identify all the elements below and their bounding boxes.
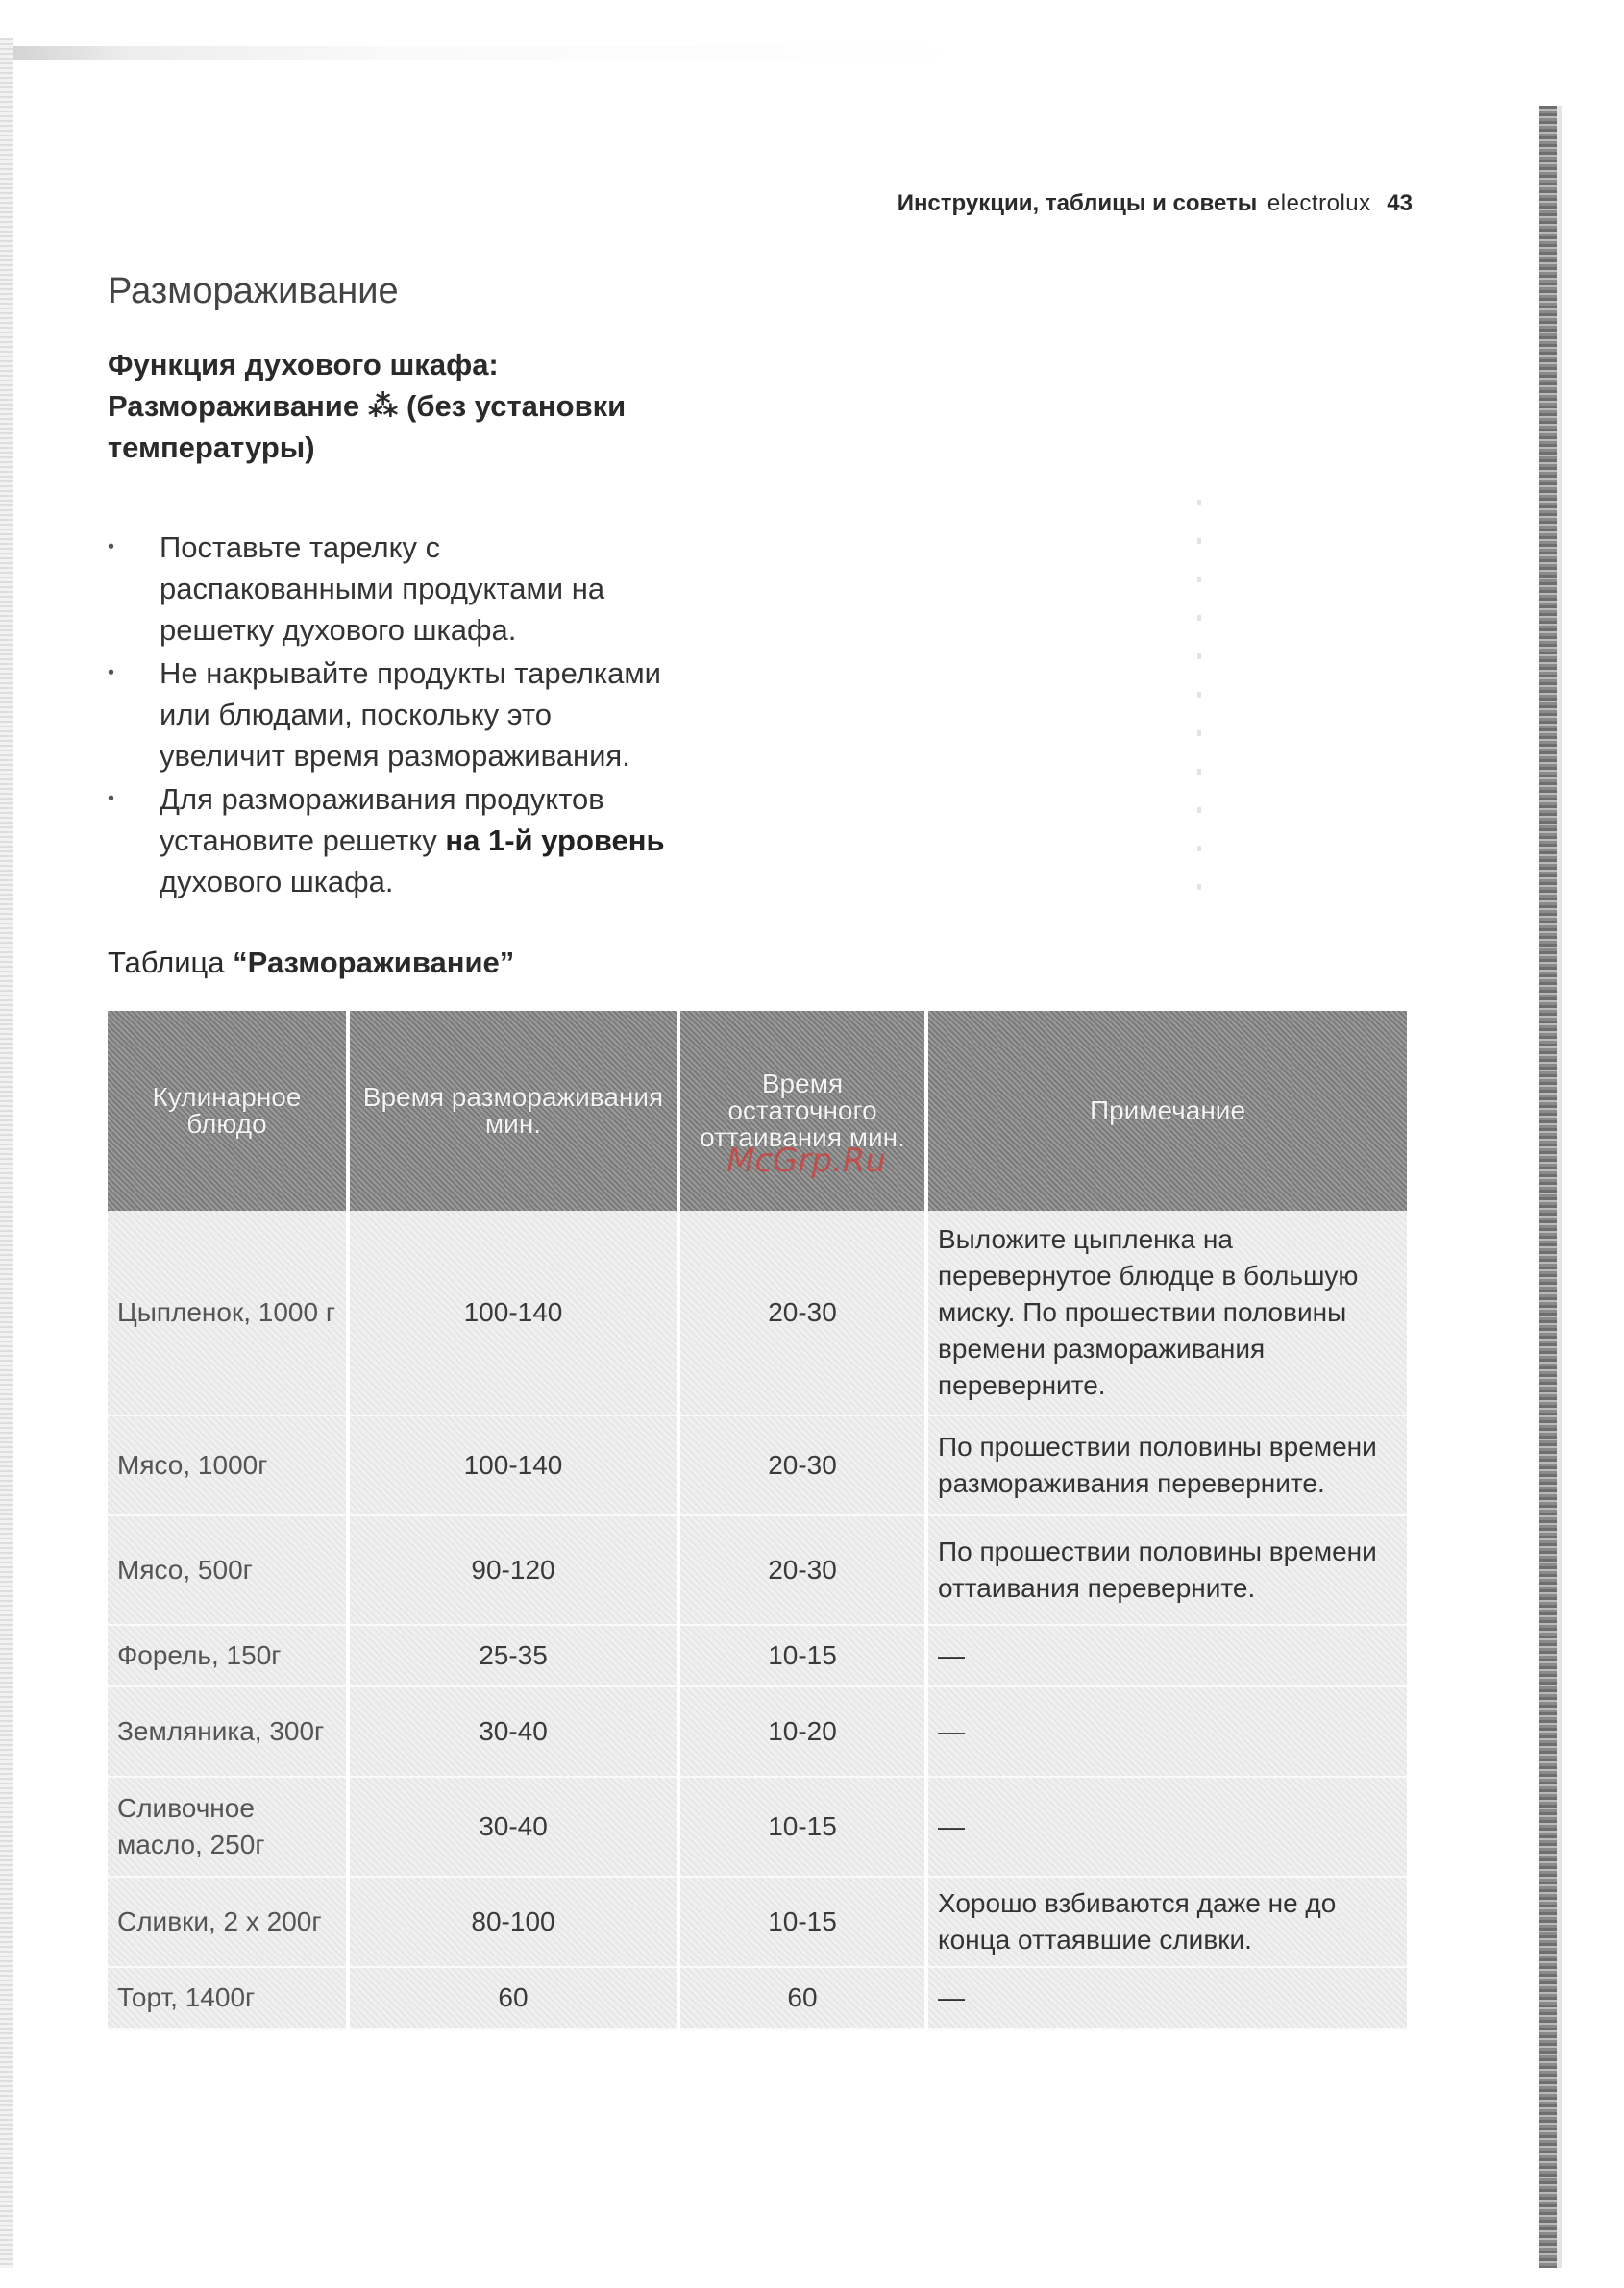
bullet-line (160, 820, 780, 861)
cell-note: — (928, 1687, 1407, 1778)
cell-rest-time: 10-15 (680, 1626, 924, 1687)
cell-defrost-time: 80-100 (350, 1878, 677, 1968)
scan-edge-top (13, 46, 1551, 60)
list-item (108, 652, 780, 776)
bullet-line: Не накрывайте продукты тарелками (160, 656, 661, 690)
cell-defrost-time: 100-140 (350, 1211, 677, 1416)
list-item (108, 778, 780, 902)
cell-defrost-time: 30-40 (350, 1687, 677, 1778)
cell-dish: Сливки, 2 х 200г (108, 1878, 346, 1968)
scan-edge-right (1539, 106, 1557, 2268)
table-row (108, 1968, 1407, 2030)
cell-rest-time: 60 (680, 1968, 924, 2030)
cell-note: По прошествии половины времени размораживания переверните. (928, 1416, 1407, 1516)
table-row (108, 1516, 1407, 1626)
bullet-line: распакованными продуктами на (160, 572, 605, 605)
bullet-line: Для размораживания продуктов (160, 782, 604, 816)
bullet-line: увеличит время размораживания. (160, 739, 630, 773)
bullet-line: или блюдами, поскольку это (160, 698, 553, 731)
table-row (108, 1211, 1407, 1416)
cell-note: — (928, 1626, 1407, 1687)
scan-edge-left (0, 38, 13, 2268)
cell-defrost-time: 90-120 (350, 1516, 677, 1626)
table-row (108, 1626, 1407, 1687)
header-brand: electrolux (1267, 190, 1371, 216)
cell-dish: Мясо, 1000г (108, 1416, 346, 1516)
subtitle-line-1: Функция духового шкафа: (108, 348, 499, 381)
column-header-note: Примечание (928, 1011, 1407, 1211)
table-header-row (108, 1011, 1407, 1211)
bullet-icon: • (108, 662, 115, 683)
list-item (108, 527, 780, 651)
bullet-line: духового шкафа. (160, 865, 394, 898)
cell-note: По прошествии половины времени оттаивания переверните. (928, 1516, 1407, 1626)
bullet-icon: • (108, 536, 115, 557)
table-row (108, 1878, 1407, 1968)
cell-rest-time: 10-15 (680, 1778, 924, 1878)
table-title-prefix: Таблица (108, 946, 234, 979)
cell-dish: Земляника, 300г (108, 1687, 346, 1778)
column-header-rest-time: Время остаточного оттаивания мин. (680, 1011, 924, 1211)
instructions-list (108, 527, 780, 904)
cell-dish: Цыпленок, 1000 г (108, 1211, 346, 1416)
bullet-bold-text: на 1-й уровень (445, 824, 665, 857)
table-title-bold: “Размораживание” (233, 946, 515, 979)
bullet-icon: • (108, 788, 115, 809)
table-row (108, 1687, 1407, 1778)
cell-note: — (928, 1968, 1407, 2030)
cell-note: — (928, 1778, 1407, 1878)
cell-defrost-time: 100-140 (350, 1416, 677, 1516)
cell-dish: Торт, 1400г (108, 1968, 346, 2030)
watermark: McGrp.Ru (726, 1142, 886, 1180)
cell-dish: Сливочное масло, 250г (108, 1778, 346, 1878)
cell-note: Хорошо взбиваются даже не до конца оттаявшие сливки. (928, 1878, 1407, 1968)
header-text: Инструкции, таблицы и советы (897, 190, 1258, 216)
table-row (108, 1416, 1407, 1516)
cell-rest-time: 20-30 (680, 1516, 924, 1626)
cell-rest-time: 20-30 (680, 1211, 924, 1416)
cell-rest-time: 20-30 (680, 1416, 924, 1516)
table-row (108, 1778, 1407, 1878)
scan-faint-marks (1197, 500, 1201, 903)
page-title: Размораживание (108, 271, 399, 311)
bullet-text: установите решетку (160, 824, 446, 857)
column-header-defrost-time: Время размораживания мин. (350, 1011, 677, 1211)
page-header (826, 190, 1413, 217)
cell-defrost-time: 25-35 (350, 1626, 677, 1687)
column-header-dish: Кулинарное блюдо (108, 1011, 346, 1211)
scan-edge-right-margin (1557, 106, 1562, 2268)
cell-dish: Мясо, 500г (108, 1516, 346, 1626)
cell-rest-time: 10-15 (680, 1878, 924, 1968)
cell-note: Выложите цыпленка на перевернутое блюдце в большую миску. По прошествии половины времени размораживания переверните. (928, 1211, 1407, 1416)
table-title (108, 946, 514, 980)
subtitle-line-2: Размораживание ⁂ (без установки (108, 389, 627, 423)
bullet-line: Поставьте тарелку с (160, 530, 441, 564)
table-body (108, 1211, 1407, 2030)
oven-function-heading (108, 344, 800, 468)
page-number: 43 (1387, 190, 1413, 216)
cell-dish: Форель, 150г (108, 1626, 346, 1687)
cell-defrost-time: 60 (350, 1968, 677, 2030)
cell-defrost-time: 30-40 (350, 1778, 677, 1878)
subtitle-line-3: температуры) (108, 431, 315, 464)
bullet-line: решетку духового шкафа. (160, 613, 517, 647)
cell-rest-time: 10-20 (680, 1687, 924, 1778)
